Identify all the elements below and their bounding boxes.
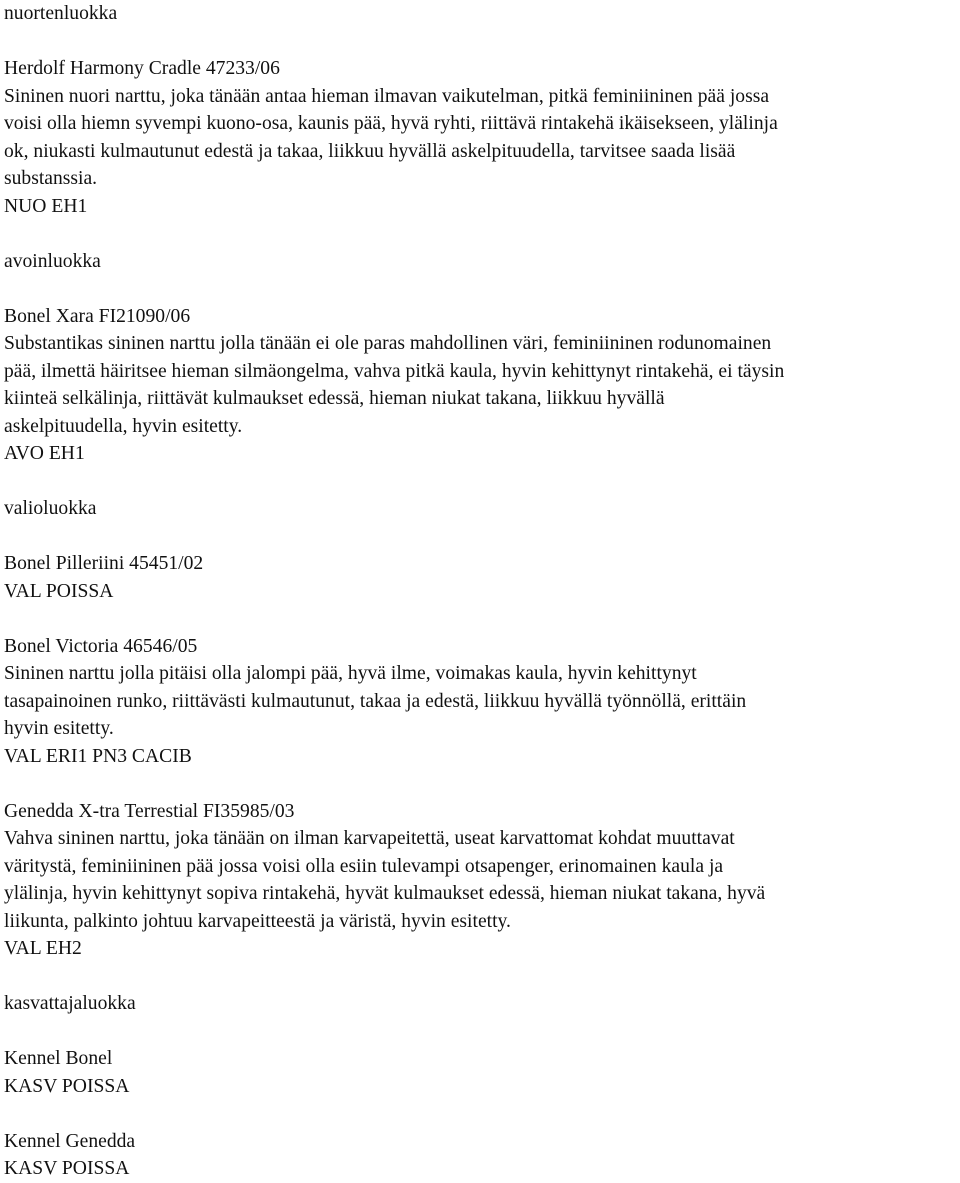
result: VAL POISSA xyxy=(4,580,114,602)
dog-name: Bonel Pilleriini 45451/02 xyxy=(4,553,204,574)
spacer xyxy=(4,963,954,991)
spacer xyxy=(4,468,954,496)
dog-name: Bonel Xara FI21090/06 xyxy=(4,305,191,327)
result: KASV POISSA xyxy=(4,1158,130,1179)
spacer xyxy=(4,28,954,56)
critique-line: Sininen nuori narttu, joka tänään antaa hieman ilmavan vaikutelman, pitkä feminiininen pää jossa xyxy=(4,85,770,107)
critique-line: askelpituudella, hyvin esitetty. xyxy=(4,415,243,437)
dog-name: Herdolf Harmony Cradle 47233/06 xyxy=(4,58,280,79)
critique-line: kiinteä selkälinja, riittävät kulmaukset edessä, hieman niukat takana, liikkuu hyvällä xyxy=(4,388,665,409)
critique-line: voisi olla hiemn syvempi kuono-osa, kaunis pää, hyvä ryhti, riittävä rintakehä ikäisekseen, ylälinja xyxy=(4,113,778,134)
critique-line: väritystä, feminiininen pää jossa voisi olla esiin tulevampi otsapenger, erinomainen kaula ja xyxy=(4,855,724,877)
class-heading: valioluokka xyxy=(4,498,97,519)
result: KASV POISSA xyxy=(4,1075,130,1097)
spacer xyxy=(4,220,954,248)
critique-line: ok, niukasti kulmautunut edestä ja takaa, liikkuu hyvällä askelpituudella, tarvitsee saada lisää xyxy=(4,140,736,162)
result: AVO EH1 xyxy=(4,443,85,464)
spacer xyxy=(4,1018,954,1046)
critique-line: pää, ilmettä häiritsee hieman silmäongelma, vahva pitkä kaula, hyvin kehittynyt rintakehä, ei täysin xyxy=(4,360,785,382)
document xyxy=(4,0,954,1183)
critique-line: hyvin esitetty. xyxy=(4,718,114,739)
result: NUO EH1 xyxy=(4,195,88,217)
critique-line: Sininen narttu jolla pitäisi olla jalompi pää, hyvä ilme, voimakas kaula, hyvin kehittynyt xyxy=(4,663,697,684)
spacer xyxy=(4,275,954,303)
critique-line: tasapainoinen runko, riittävästi kulmautunut, takaa ja edestä, liikkuu hyvällä työnnöllä, erittäin xyxy=(4,690,747,712)
critique-line: ylälinja, hyvin kehittynyt sopiva rintakehä, hyvät kulmaukset edessä, hieman niukat takana, hyvä xyxy=(4,883,766,904)
spacer xyxy=(4,523,954,551)
critique-line: Vahva sininen narttu, joka tänään on ilman karvapeitettä, useat karvattomat kohdat muuttavat xyxy=(4,828,735,849)
critique-line: liikunta, palkinto johtuu karvapeitteestä ja väristä, hyvin esitetty. xyxy=(4,910,511,932)
critique-line: substanssia. xyxy=(4,168,98,189)
spacer xyxy=(4,1100,954,1128)
dog-name: Genedda X-tra Terrestial FI35985/03 xyxy=(4,800,295,822)
class-heading: nuortenluokka xyxy=(4,3,118,24)
dog-name: Kennel Genedda xyxy=(4,1130,136,1152)
dog-name: Kennel Bonel xyxy=(4,1048,113,1069)
dog-name: Bonel Victoria 46546/05 xyxy=(4,635,198,657)
class-heading: avoinluokka xyxy=(4,250,101,272)
spacer xyxy=(4,770,954,798)
critique-line: Substantikas sininen narttu jolla tänään ei ole paras mahdollinen väri, feminiininen rodunomainen xyxy=(4,333,772,354)
class-heading: kasvattajaluokka xyxy=(4,993,136,1014)
result: VAL EH2 xyxy=(4,938,82,959)
spacer xyxy=(4,605,954,633)
result: VAL ERI1 PN3 CACIB xyxy=(4,745,192,767)
